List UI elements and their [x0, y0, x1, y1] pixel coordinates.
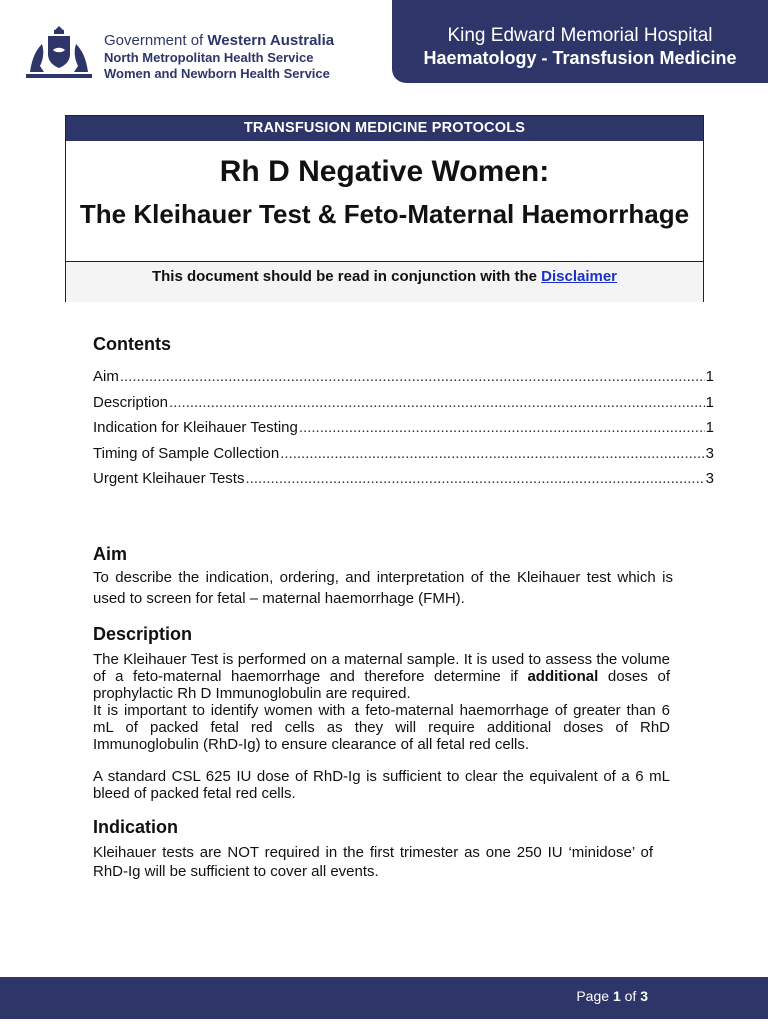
description-paragraph-3: A standard CSL 625 IU dose of RhD-Ig is sufficient to clear the equivalent of a 6 mL bleed of packed fetal red cells.	[93, 768, 670, 802]
disclaimer-link[interactable]: Disclaimer	[541, 268, 618, 285]
protocol-category-bar: TRANSFUSION MEDICINE PROTOCOLS	[66, 116, 703, 141]
document-subtitle: The Kleihauer Test & Feto-Maternal Haemorrhage	[79, 199, 690, 229]
description-paragraph-2: It is important to identify women with a feto-maternal haemorrhage of greater than 6 mL of packed fetal red cells as they will require additional doses of RhD Immunoglobulin (RhD-Ig) to ensure clearance of all fetal red cells.	[93, 702, 670, 753]
toc-item-indication[interactable]: Indication for Kleihauer Testing ..... 1	[93, 419, 714, 445]
toc-item-description[interactable]: Description ..... 1	[93, 394, 714, 420]
government-logo	[18, 22, 348, 84]
aim-text: To describe the indication, ordering, and interpretation of the Kleihauer test which is used to screen for fetal – maternal haemorrhage (FMH).	[93, 569, 673, 607]
toc-item-urgent[interactable]: Urgent Kleihauer Tests ..... 3	[93, 470, 714, 496]
contents-heading: Contents	[93, 334, 171, 354]
org-line-3: Women and Newborn Health Service	[104, 66, 330, 81]
wa-coat-of-arms-icon	[18, 22, 100, 82]
description-heading: Description	[93, 624, 193, 644]
hospital-name: King Edward Memorial Hospital	[447, 25, 713, 46]
page-number: Page 1 of 3	[576, 988, 648, 1004]
table-of-contents	[93, 368, 714, 496]
toc-item-aim[interactable]: Aim ..... 1	[93, 368, 714, 394]
org-line-1: Government of Western Australia	[104, 32, 335, 49]
org-line-2: North Metropolitan Health Service	[104, 50, 314, 65]
description-paragraph-1: The Kleihauer Test is performed on a maternal sample. It is used to assess the volume of a feto-maternal haemorrhage and therefore determine if additional doses of prophylactic Rh D Immunoglobulin are required.	[93, 651, 670, 702]
toc-item-timing[interactable]: Timing of Sample Collection ..... 3	[93, 445, 714, 471]
department-name: Haematology - Transfusion Medicine	[423, 48, 737, 68]
document-title: Rh D Negative Women:	[219, 155, 550, 188]
aim-heading: Aim	[93, 544, 128, 564]
title-box	[65, 115, 704, 302]
indication-heading: Indication	[93, 817, 178, 837]
hospital-banner	[392, 0, 768, 83]
disclaimer-note: This document should be read in conjunction with the Disclaimer	[66, 261, 703, 302]
indication-text: Kleihauer tests are NOT required in the first trimester as one 250 IU ‘minidose’ of RhD-Ig will be sufficient to cover all events.	[93, 844, 653, 880]
page-footer	[0, 977, 768, 1019]
